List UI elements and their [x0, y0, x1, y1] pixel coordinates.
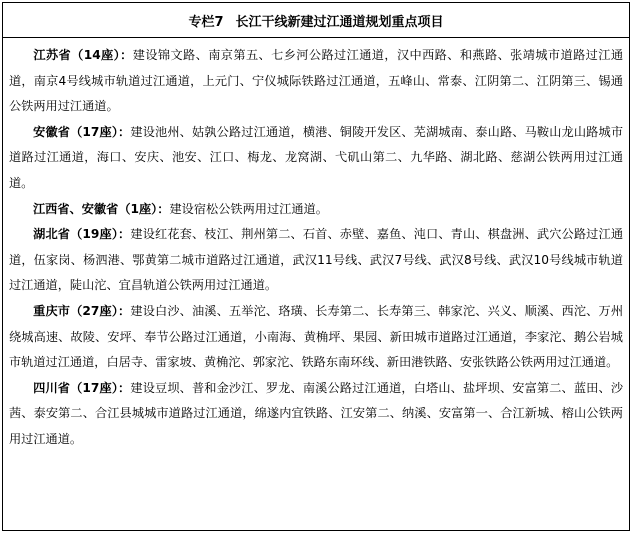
feature-box [2, 2, 630, 531]
project-count: （27座） [70, 303, 119, 318]
box-header [3, 3, 629, 38]
province-name: 四川省 [33, 380, 71, 395]
box-label: 专栏7 [188, 14, 224, 30]
section-body: 建设锦文路、南京第五、七乡河公路过江通道，汉中西路、和燕路、张靖城市道路过江通道，南京4号线城市轨道过江通道，上元门、宁仪城际铁路过江通道，五峰山、常泰、江阴第二、江阴第三、锡通公铁两用过江通道。 [9, 48, 624, 114]
project-count: （19座） [70, 227, 119, 242]
project-count: （17座） [70, 124, 119, 139]
project-count: （14座） [71, 48, 121, 62]
section-body: 建设红花套、枝江、荆州第二、石首、赤壁、嘉鱼、沌口、青山、棋盘洲、武穴公路过江通道，伍家岗、杨泗港、鄂黄第二城市道路过江通道，武汉11号线、武汉7号线、武汉8号线、武汉10号线城市轨道过江通道，陡山沱、宜昌轨道公铁两用过江通道。 [9, 227, 624, 293]
province-name: 江西省、安徽省 [33, 201, 119, 216]
province-name: 江苏省 [33, 48, 72, 62]
section-anhui: 安徽省（17座）：建设池州、姑孰公路过江通道，横港、铜陵开发区、芜湖城南、泰山路、马鞍山龙山路城市道路过江通道，海口、安庆、池安、江口、梅龙、龙窝湖、弋矶山第二、九华路、湖北路、慈湖公铁两用过江通道。 [9, 124, 624, 190]
project-count: （1座） [118, 201, 158, 216]
province-name: 安徽省 [33, 124, 71, 139]
section-jiangsu: 江苏省（14座）：建设锦文路、南京第五、七乡河公路过江通道，汉中西路、和燕路、张靖城市道路过江通道，南京4号线城市轨道过江通道，上元门、宁仪城际铁路过江通道，五峰山、常泰、江阴第二、江阴第三、锡通公铁两用过江通道。 [9, 48, 624, 114]
box-title: 长江干线新建过江通道规划重点项目 [235, 14, 444, 30]
province-name: 重庆市 [33, 303, 71, 318]
section-sichuan: 四川省（17座）：建设豆坝、普和金沙江、罗龙、南溪公路过江通道，白塔山、盐坪坝、安富第二、蓝田、沙茜、泰安第二、合江县城城市道路过江通道，绵遂内宜铁路、江安第二、纳溪、安富第一、合江新城、榕山公铁两用过江通道。 [9, 380, 624, 446]
section-body: 建设豆坝、普和金沙江、罗龙、南溪公路过江通道，白塔山、盐坪坝、安富第二、蓝田、沙茜、泰安第二、合江县城城市道路过江通道，绵遂内宜铁路、江安第二、纳溪、安富第一、合江新城、榕山公铁两用过江通道。 [9, 380, 624, 446]
section-body: 建设白沙、油溪、五举沱、珞璜、长寿第二、长寿第三、韩家沱、兴义、顺溪、西沱、万州绕城高速、故陵、安坪、奉节公路过江通道，小南海、黄桷坪、果园、新田城市道路过江通道，李家沱、鹅公岩城市轨道过江通道，白居寺、雷家坡、黄桷沱、郭家沱、铁路东南环线、新田港铁路、安张铁路公铁两用过江通道。 [9, 303, 624, 370]
section-body: 建设池州、姑孰公路过江通道，横港、铜陵开发区、芜湖城南、泰山路、马鞍山龙山路城市道路过江通道，海口、安庆、池安、江口、梅龙、龙窝湖、弋矶山第二、九华路、湖北路、慈湖公铁两用过江通道。 [9, 124, 624, 190]
section-hubei: 湖北省（19座）：建设红花套、枝江、荆州第二、石首、赤壁、嘉鱼、沌口、青山、棋盘洲、武穴公路过江通道，伍家岗、杨泗港、鄂黄第二城市道路过江通道，武汉11号线、武汉7号线、武汉8号线、武汉10号线城市轨道过江通道，陡山沱、宜昌轨道公铁两用过江通道。 [9, 227, 624, 293]
section-body: 建设宿松公铁两用过江通道。 [169, 201, 328, 216]
box-content [3, 38, 629, 453]
province-name: 湖北省 [33, 227, 71, 242]
project-count: （17座） [70, 380, 119, 395]
section-jiangxi-anhui: 江西省、安徽省（1座）：建设宿松公铁两用过江通道。 [33, 201, 328, 216]
section-chongqing: 重庆市（27座）：建设白沙、油溪、五举沱、珞璜、长寿第二、长寿第三、韩家沱、兴义、顺溪、西沱、万州绕城高速、故陵、安坪、奉节公路过江通道，小南海、黄桷坪、果园、新田城市道路过江通道，李家沱、鹅公岩城市轨道过江通道，白居寺、雷家坡、黄桷沱、郭家沱、铁路东南环线、新田港铁路、安张铁路公铁两用过江通道。 [9, 303, 624, 370]
